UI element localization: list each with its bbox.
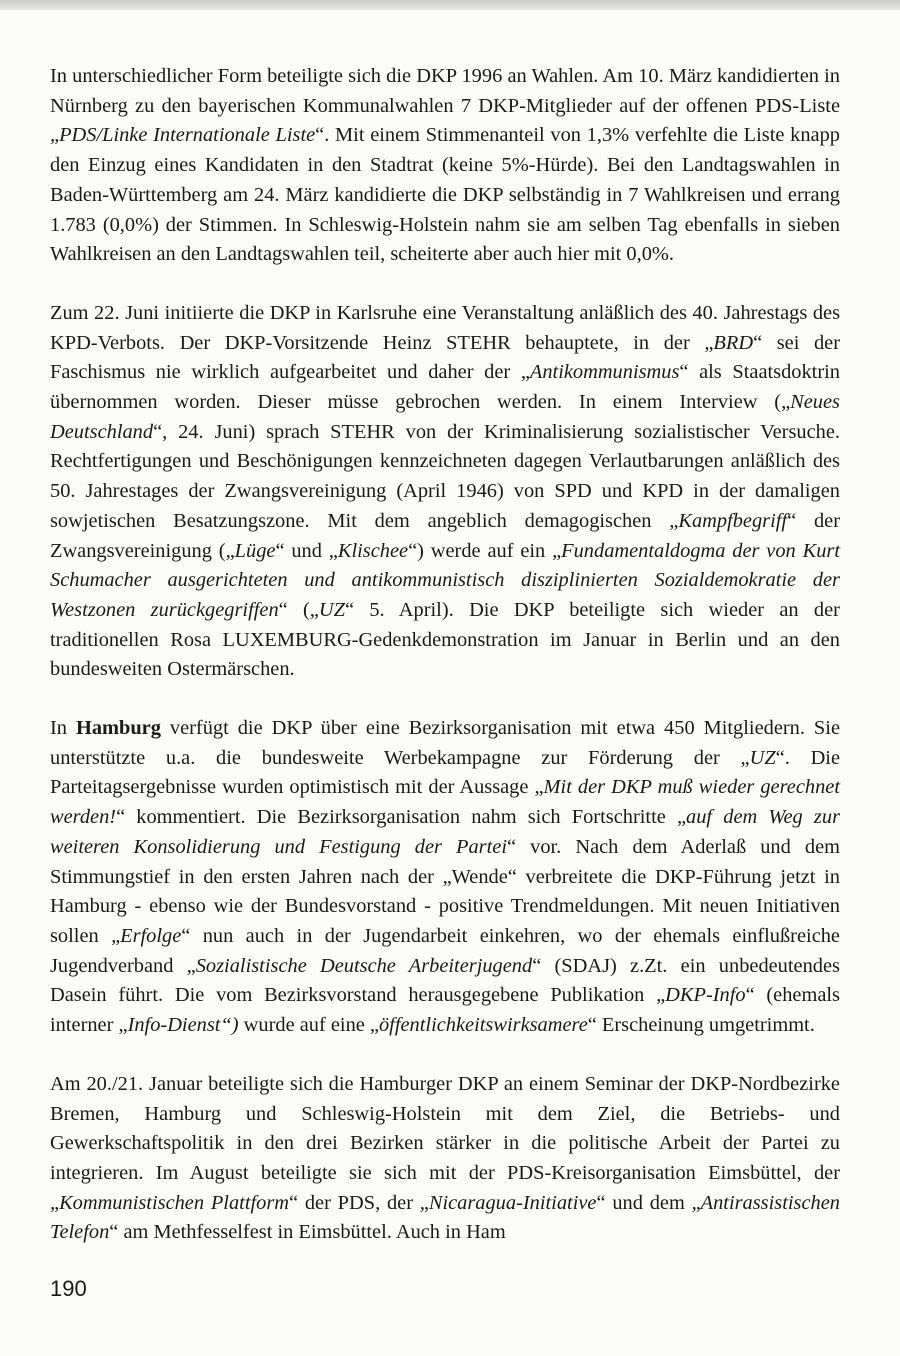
text-run: Am 20./21. Januar beteiligte sich die Hamburger DKP an einem Seminar der DKP-Nordbezirke Bremen, Hamburg und Schleswig-Holstein mit dem Ziel, die Betriebs- und Gewerkschaftspolitik in den drei Bezirken stärker in die politische Arbeit der Partei zu integrieren. Im August beteiligte sie sich mit der PDS-Kreisorganisation Eimsbüttel, der „: [50, 1072, 840, 1214]
page-number: 190: [50, 1276, 87, 1301]
text-run: “. Mit einem Stimmenanteil von 1,3% verfehlte die Liste knapp den Einzug eines Kandidaten in den Stadtrat (keine 5%-Hürde). Bei den Landtagswahlen in Baden-Württemberg am 24. März kandidierte die DKP selbständig in 7 Wahlkreisen und errang 1.783 (0,0%) der Stimmen. In Schleswig-Holstein nahm sie am selben Tag ebenfalls in sieben Wahlkreisen an den Landtagswahlen teil, scheiterte aber auch hier mit 0,0%.: [50, 124, 840, 266]
text-run: “ der PDS, der „: [289, 1191, 429, 1214]
emphasis-italic: Klischee: [337, 539, 409, 562]
text-run: “, 24. Juni) sprach STEHR von der Kriminalisierung sozialistischer Versuche. Rechtfertigungen und Beschönigungen kennzeichneten dagegen Verlautbarungen anläßlich des 50. Jahrestages der Zwangsvereinigung (April 1946) von SPD und KPD in der damaligen sowjetischen Besatzungszone. Mit dem angeblich demagogischen „: [50, 420, 840, 532]
emphasis-italic: Neues Deutschland: [50, 391, 840, 443]
emphasis-italic: Nicaragua-Initiative: [428, 1191, 597, 1214]
text-run: verfügt die DKP über eine Bezirksorganisation mit etwa 450 Mitgliedern. Sie unterstützte u.a. die bundesweite Werbekampagne zur Förderung der „: [50, 717, 840, 769]
emphasis-italic: Erfolge: [120, 924, 182, 947]
text-run: “. Die Parteitagsergebnisse wurden optimistisch mit der Aussage „: [50, 746, 841, 799]
text-run: In: [50, 717, 76, 740]
emphasis-italic: Kommunistischen Plattform: [59, 1191, 290, 1214]
emphasis-italic: PDS/Linke Internationale Liste: [59, 124, 316, 147]
text-run: “ („: [278, 598, 319, 621]
emphasis-italic: UZ: [318, 598, 345, 621]
emphasis-italic: Antirassistischen Telefon: [50, 1191, 840, 1244]
text-run: “ 5. April). Die DKP beteiligte sich wieder an der traditionellen Rosa LUXEMBURG-Gedenkdemonstration im Januar in Berlin und an den bundesweiten Ostermärschen.: [50, 598, 840, 681]
text-run: “ kommentiert. Die Bezirksorganisation nahm sich Fortschritte „: [116, 806, 687, 829]
emphasis-italic: BRD: [713, 331, 754, 354]
emphasis-bold: Hamburg: [75, 717, 161, 740]
emphasis-italic: auf dem Weg zur weiteren Konsolidierung und Festigung der Partei: [50, 806, 840, 858]
emphasis-italic: Kampfbegriff: [678, 509, 788, 532]
text-run: “ sei der Faschismus nie wirklich aufgearbeitet und daher der „: [50, 331, 840, 384]
text-run: “ und dem „: [596, 1191, 701, 1214]
text-run: “) werde auf ein „: [408, 539, 562, 562]
text-run: “ nun auch in der Jugendarbeit einkehren, wo der ehemals einflußreiche Jugendverband „: [50, 924, 840, 977]
document-body: [50, 62, 840, 1248]
text-run: “ (ehemals interner „: [50, 984, 840, 1037]
emphasis-italic: DKP-Info: [665, 984, 746, 1007]
text-run: In unterschiedlicher Form beteiligte sich die DKP 1996 an Wahlen. Am 10. März kandidierten in Nürnberg zu den bayerischen Kommunalwahlen 7 DKP-Mitglieder auf der offenen PDS-Liste „: [50, 65, 840, 147]
text-run: “ am Methfesselfest in Eimsbüttel. Auch in Ham: [109, 1221, 506, 1244]
emphasis-italic: Sozialistische Deutsche Arbeiterjugend: [195, 954, 533, 977]
emphasis-italic: Lüge: [234, 539, 276, 562]
paragraph-kpd-ban-anniversary: [50, 299, 840, 685]
emphasis-italic: Mit der DKP muß wieder gerechnet werden!: [50, 776, 840, 829]
emphasis-italic: Info-Dienst“): [127, 1014, 239, 1037]
emphasis-italic: Antikommunismus: [529, 361, 680, 384]
text-run: “ (SDAJ) z.Zt. ein unbedeutendes Dasein führt. Die vom Bezirksvorstand herausgegebene Publikation „: [50, 954, 840, 1007]
paragraph-dkp-elections: [50, 62, 840, 270]
top-rule: [0, 0, 900, 10]
paragraph-hamburg-seminar: [50, 1070, 840, 1248]
text-run: Zum 22. Juni initiierte die DKP in Karlsruhe eine Veranstaltung anläßlich des 40. Jahrestags des KPD-Verbots. Der DKP-Vorsitzende Heinz STEHR behauptete, in der „: [50, 301, 840, 354]
emphasis-italic: öffentlichkeitswirksamere: [378, 1014, 588, 1037]
text-run: wurde auf eine „: [238, 1014, 379, 1037]
text-run: “ als Staatsdoktrin übernommen worden. Dieser müsse gebrochen werden. In einem Interview („: [50, 361, 840, 414]
text-run: “ vor. Nach dem Aderlaß und dem Stimmungstief in den ersten Jahren nach der „Wende“ verbreitete die DKP-Führung jetzt in Hamburg - ebenso wie der Bundesvorstand - positive Trendmeldungen. Mit neuen Initiativen sollen „: [50, 835, 841, 947]
text-run: “ und „: [275, 539, 338, 562]
paragraph-hamburg-organisation: [50, 714, 840, 1041]
emphasis-italic: Fundamentaldogma der von Kurt Schumacher ausgerichteten und antikommunistisch disziplinierten Sozialdemokratie der Westzonen zurückgegriffen: [50, 539, 840, 621]
emphasis-italic: UZ: [749, 746, 776, 769]
text-run: “ der Zwangsvereinigung („: [50, 509, 841, 562]
text-run: “ Erscheinung umgetrimmt.: [587, 1014, 815, 1037]
